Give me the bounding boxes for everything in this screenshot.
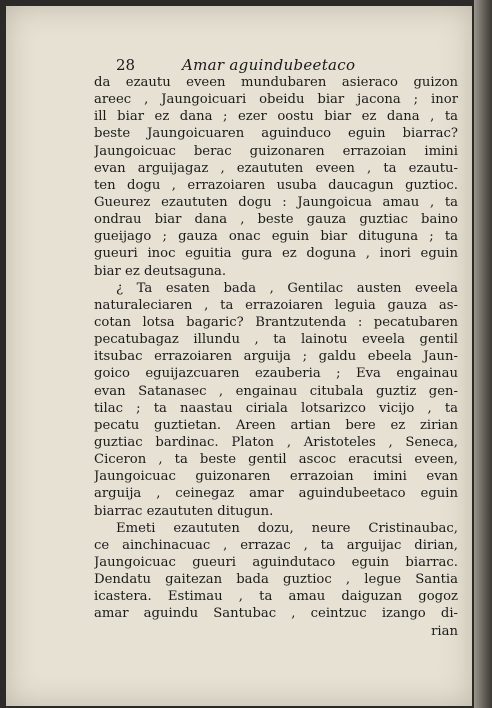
text-line: guztiac bardinac. Platon , Aristoteles , Seneca, — [94, 434, 458, 450]
paragraph-first-line: ¿ Ta esaten bada , Gentilac austen eveela — [116, 280, 458, 296]
text-line: areec , Jaungoicuari obeidu biar jacona ; inor — [94, 92, 458, 108]
text-line: beste Jaungoicuaren aguinduco eguin biarrac? — [94, 126, 458, 142]
text-line: arguija , ceinegaz amar aguindubeetaco eguin — [94, 486, 458, 502]
page-number: 28 — [116, 56, 136, 74]
text-line: naturaleciaren , ta errazoiaren leguia gauza as- — [94, 297, 458, 313]
book-page — [6, 6, 472, 706]
text-line: pecatubagaz illundu , ta lainotu eveela gentil — [94, 332, 458, 348]
text-line: gueijago ; gauza onac eguin biar dituguna ; ta — [94, 229, 458, 245]
text-line: ce ainchinacuac , errazac , ta arguijac dirian, — [94, 537, 458, 553]
running-title: Amar aguindubeetaco — [182, 56, 356, 74]
text-line: goico eguijazcuaren ezauberia ; Eva engainau — [94, 366, 458, 382]
catchword: rian — [431, 623, 458, 639]
text-line: da ezautu eveen mundubaren asieraco guizon — [94, 75, 458, 90]
text-line: ten dogu , errazoiaren usuba daucagun guztioc. — [94, 177, 458, 193]
text-line: itsubac errazoiaren arguija ; galdu ebeela Jaun- — [94, 349, 458, 365]
text-line: pecatu guztietan. Areen artian bere ez zirian — [94, 417, 458, 433]
text-line: tilac ; ta naastau ciriala lotsarizco vicijo , ta — [94, 400, 458, 416]
text-line: evan arguijagaz , ezaututen eveen , ta ezautu- — [94, 160, 458, 176]
text-line: Jaungoicuac berac guizonaren errazoian imini — [94, 143, 458, 159]
page-header — [116, 56, 416, 74]
text-line: Jaungoicuac gueuri aguindutaco eguin biarrac. — [94, 554, 458, 570]
text-line: icastera. Estimau , ta amau daiguzan gogoz — [94, 589, 458, 605]
paragraph-first-line: Emeti ezaututen dozu, neure Cristinaubac, — [116, 520, 458, 536]
text-line: gueuri inoc eguitia gura ez doguna , inori eguin — [94, 246, 458, 262]
body-text — [94, 74, 458, 640]
text-line: amar aguindu Santubac , ceintzuc izango di- — [94, 606, 458, 622]
text-line: cotan lotsa bagaric? Brantzutenda : pecatubaren — [94, 314, 458, 330]
text-line: ill biar ez dana ; ezer oostu biar ez dana , ta — [94, 109, 458, 125]
text-line: Ciceron , ta beste gentil ascoc eracutsi eveen, — [94, 452, 458, 468]
text-line: Jaungoicuac guizonaren errazoian imini evan — [94, 469, 458, 485]
page-edge-shadow — [474, 0, 492, 708]
text-line: biar ez deutsaguna. — [94, 263, 227, 279]
text-line: Gueurez ezaututen dogu : Jaungoicua amau , ta — [94, 194, 458, 210]
text-line: evan Satanasec , engainau citubala guztiz gen- — [94, 383, 458, 399]
text-line: biarrac ezaututen ditugun. — [94, 503, 274, 519]
text-line: Dendatu gaitezan bada guztioc , legue Santia — [94, 572, 458, 588]
text-line: ondrau biar dana , beste gauza guztiac baino — [94, 212, 458, 228]
